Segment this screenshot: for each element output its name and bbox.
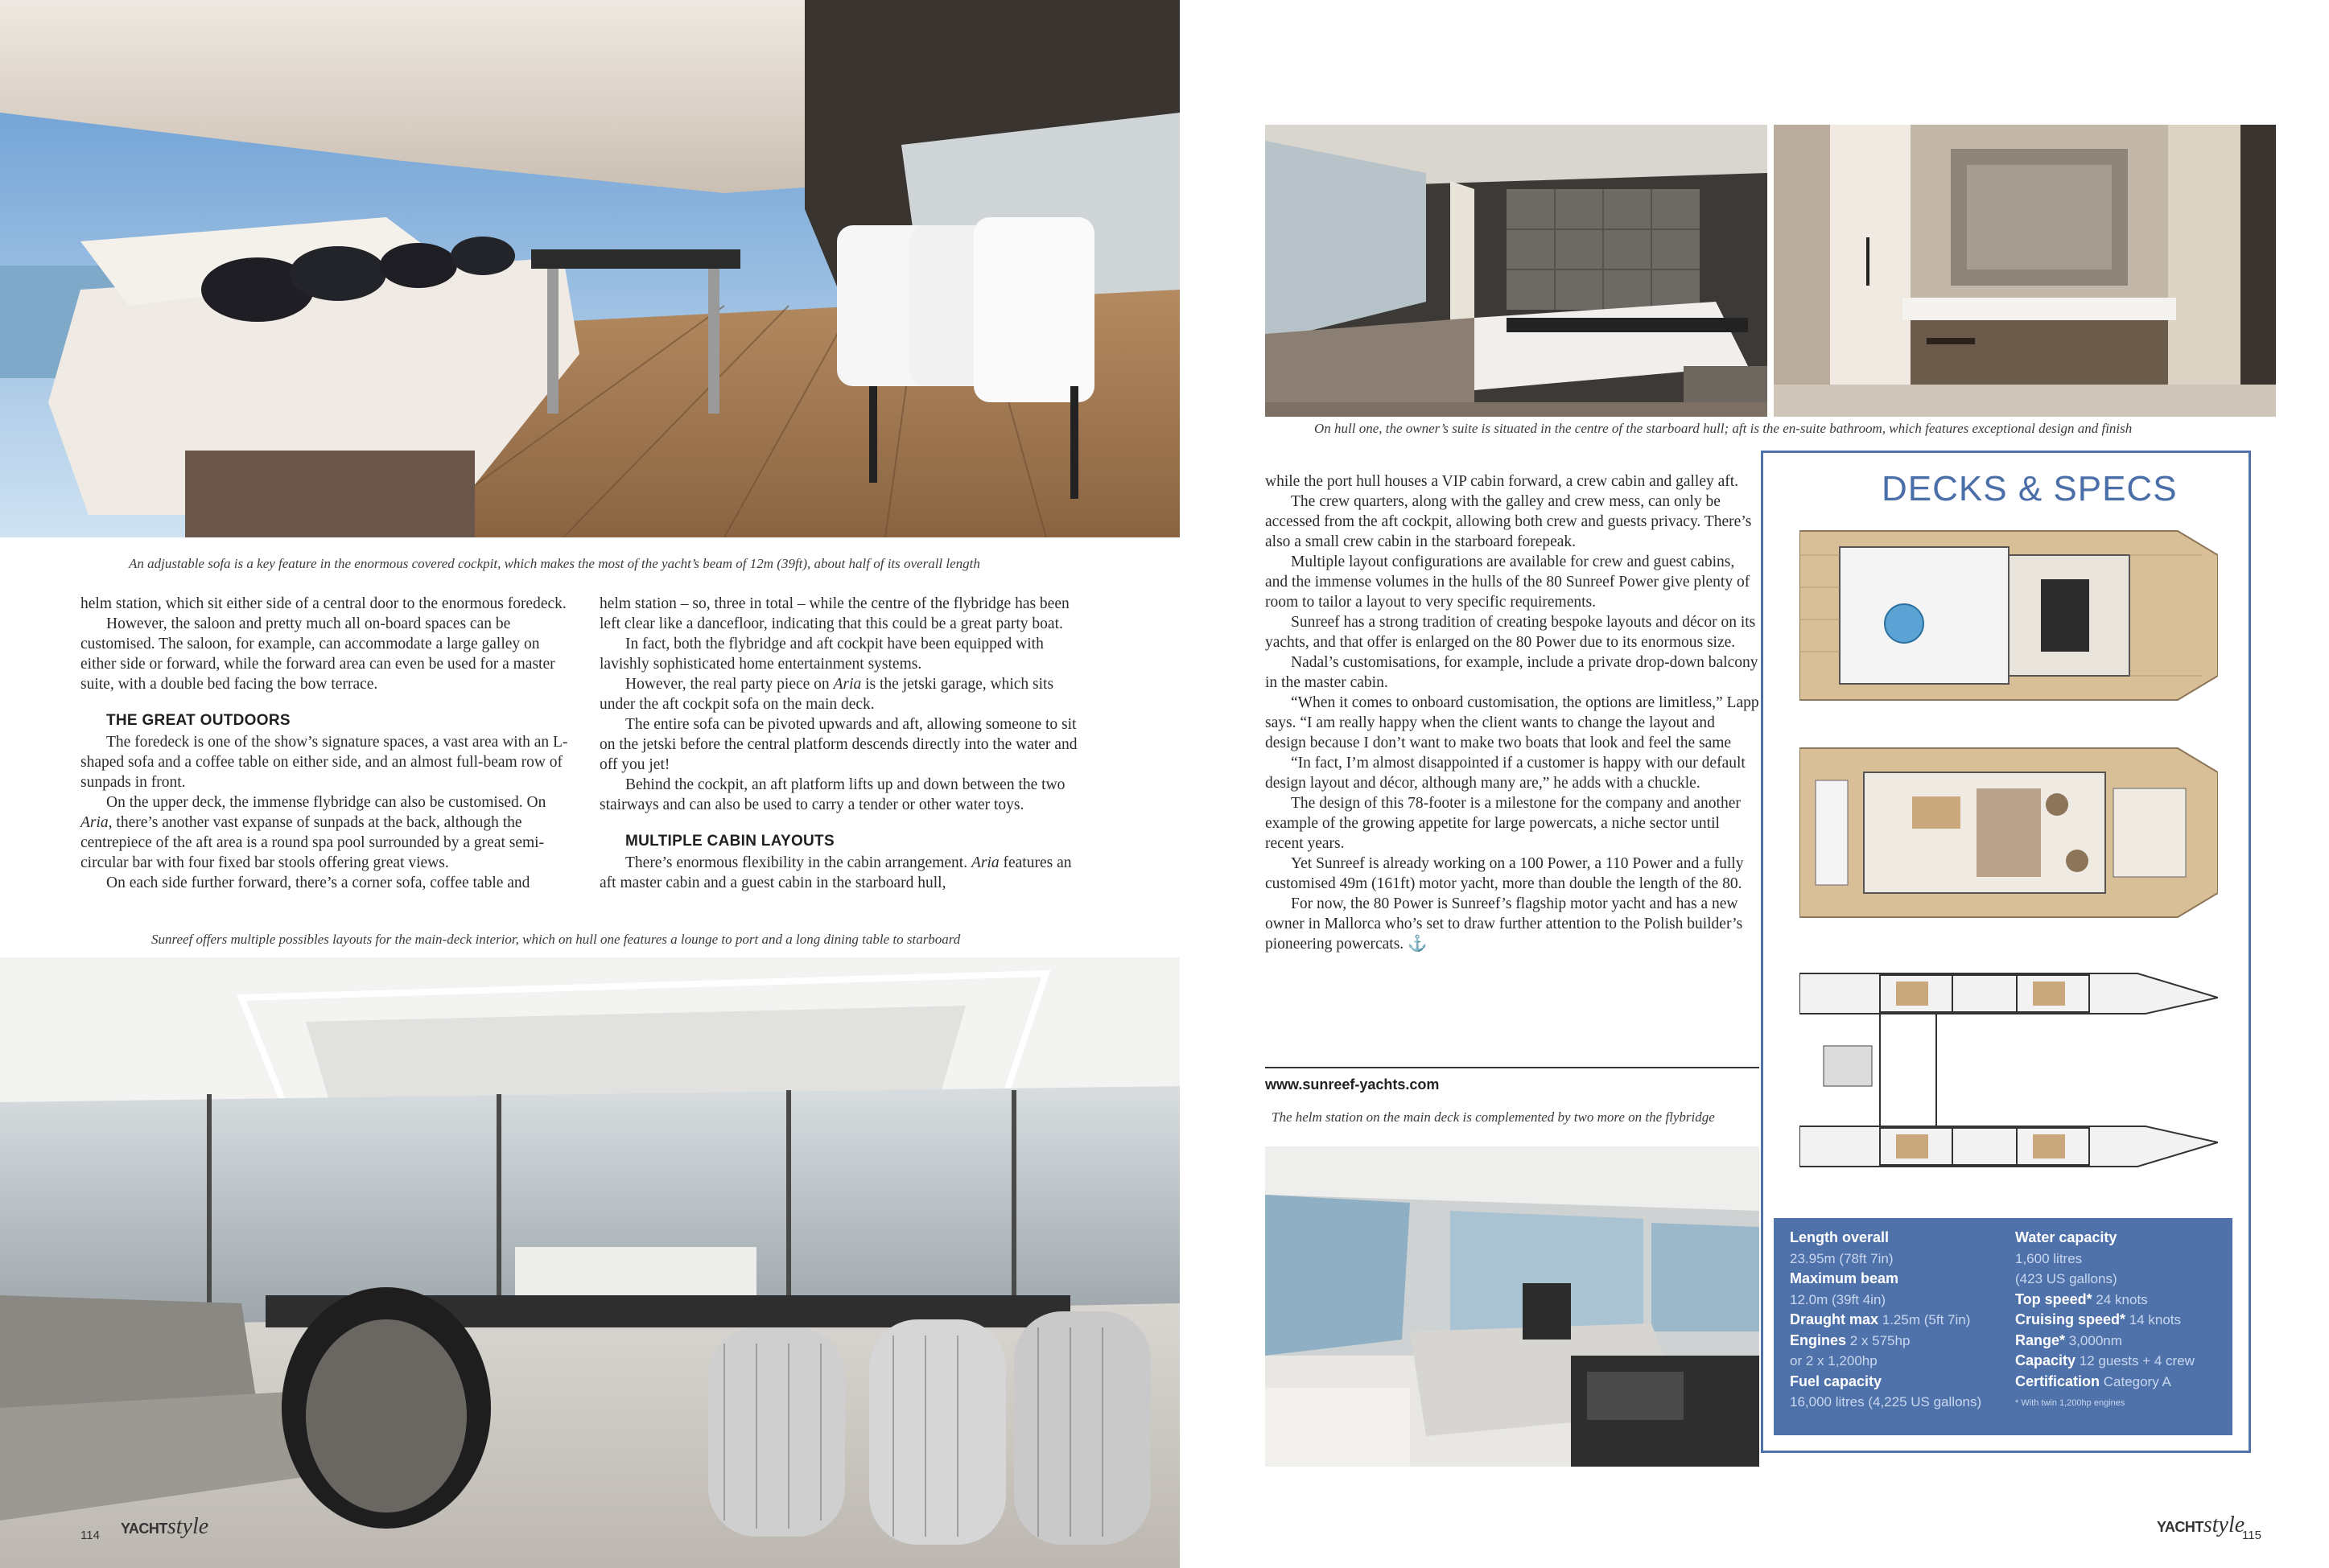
magazine-logo: YACHTstyle: [121, 1514, 209, 1539]
spec-row: [2015, 1310, 2181, 1331]
spec-row: [1790, 1351, 1878, 1372]
caption-cockpit: An adjustable sofa is a key feature in the enormous covered cockpit, which makes the most of the yacht’s beam of 12m (39ft), about half of its overall length: [129, 556, 980, 571]
section-heading: MULTIPLE CABIN LAYOUTS: [625, 833, 835, 850]
spec-label: Maximum beam: [1790, 1270, 1899, 1286]
spec-value: 3,000nm: [2065, 1332, 2122, 1348]
paragraph: Yet Sunreef is already working on a 100 Power, a 110 Power and a fully customised 49m (161ft) motor yacht, more than double the length of the 80.: [1265, 855, 1744, 892]
main-deck-plan: [1799, 740, 2218, 925]
lower-deck-plan: [1799, 965, 2218, 1175]
yacht-name: Aria: [80, 814, 109, 831]
url-rule: [1265, 1067, 1759, 1068]
page-number-right: 115: [2242, 1529, 2261, 1542]
paragraph: In fact, both the flybridge and aft cockpit have been equipped with lavishly sophisticated home entertainment systems.: [600, 636, 1044, 673]
article-column-2: [600, 594, 1088, 893]
owner-suite-photo: [1265, 125, 1767, 417]
saloon-photo: [0, 957, 1180, 1568]
flybridge-plan: [1799, 523, 2218, 708]
spec-label: Fuel capacity: [1790, 1373, 1882, 1389]
paragraph: “In fact, I’m almost disappointed if a customer is happy with our default design layout and décor, although many are,” he adds with a chuckle.: [1265, 755, 1746, 792]
spec-label: Range*: [2015, 1331, 2066, 1348]
helm-photo: [1265, 1146, 1759, 1467]
spec-value: 2 x 575hp: [1846, 1332, 1911, 1348]
paragraph: Sunreef has a strong tradition of creating bespoke layouts and décor on its yachts, and that offer is enlarged on the 80 Power due to its enormous size.: [1265, 614, 1756, 651]
article-column-3: [1265, 471, 1759, 954]
paragraph: However, the real party piece on Aria is the jetski garage, which sits under the aft cockpit sofa on the main deck.: [600, 676, 1054, 713]
spec-value: 14 knots: [2125, 1312, 2182, 1327]
paragraph: Multiple layout configurations are available for crew and guest cabins, and the immense volumes in the hulls of the 80 Sunreef Power give plenty of room to tailor a layout to very specific requirements.: [1265, 554, 1750, 611]
spec-value: or 2 x 1,200hp: [1790, 1353, 1878, 1368]
spec-label: Cruising speed*: [2015, 1311, 2126, 1327]
spec-row: [2015, 1228, 2117, 1249]
spec-label: Top speed*: [2015, 1290, 2092, 1307]
spec-value: 16,000 litres (4,225 US gallons): [1790, 1394, 1982, 1410]
yacht-name: Aria: [833, 676, 862, 693]
spec-row: [1790, 1269, 1898, 1290]
spec-label: Capacity: [2015, 1352, 2076, 1368]
paragraph: On each side further forward, there’s a corner sofa, coffee table and: [106, 875, 530, 891]
spec-value: 12.0m (39ft 4in): [1790, 1291, 1886, 1307]
spec-value: 12 guests + 4 crew: [2075, 1353, 2195, 1368]
spec-value: * With twin 1,200hp engines: [2015, 1398, 2125, 1408]
section-heading: THE GREAT OUTDOORS: [106, 712, 291, 729]
paragraph: Behind the cockpit, an aft platform lifts up and down between the two stairways and can also be used to carry a tender or other water toys.: [600, 776, 1066, 813]
spec-row: [1790, 1310, 1970, 1331]
website-link[interactable]: www.sunreef-yachts.com: [1265, 1076, 1440, 1093]
spec-value: Category A: [2100, 1373, 2171, 1389]
spec-label: Certification: [2015, 1373, 2100, 1389]
paragraph: The foredeck is one of the show’s signature spaces, a vast area with an L-shaped sofa and a coffee table on either side, and an almost full-beam row of sunpads in front.: [80, 734, 568, 791]
spec-label: Length overall: [1790, 1229, 1890, 1245]
spec-row: [2015, 1392, 2125, 1414]
article-column-1: [80, 594, 569, 893]
paragraph: For now, the 80 Power is Sunreef’s flagship motor yacht and has a new owner in Mallorca who’s set to draw further attention to the Polish builder’s pioneering powercats. ⚓: [1265, 895, 1743, 953]
paragraph: There’s enormous flexibility in the cabin arrangement. Aria features an aft master cabin and a guest cabin in the starboard hull,: [600, 854, 1072, 891]
paragraph: helm station – so, three in total – while the centre of the flybridge has been left clear like a dancefloor, indicating that this could be a great party boat.: [600, 595, 1070, 632]
paragraph: However, the saloon and pretty much all on-board spaces can be customised. The saloon, for example, can accommodate a large galley on either side or forward, while the forward area can even be used for a master suite, with a double bed facing the bow terrace.: [80, 615, 555, 693]
magazine-logo: YACHTstyle: [2157, 1512, 2245, 1537]
spec-row: [1790, 1331, 1910, 1352]
paragraph: “When it comes to onboard customisation, the options are limitless,” Lapp says. “I am really happy when the client wants to change the layout and design because I don’t want to make two boats that look and feel the same: [1265, 694, 1759, 751]
spec-label: Water capacity: [2015, 1229, 2117, 1245]
paragraph: The crew quarters, along with the galley and crew mess, can only be accessed from the aft cockpit, allowing both crew and guests privacy. There’s also a small crew cabin in the starboard forepeak.: [1265, 493, 1752, 550]
page-number-left: 114: [80, 1529, 100, 1542]
paragraph: The design of this 78-footer is a milestone for the company and another example of the growing appetite for large powercats, a niche sector until recent years.: [1265, 795, 1741, 852]
caption-helm: The helm station on the main deck is complemented by two more on the flybridge: [1272, 1109, 1715, 1125]
spec-value: 23.95m (78ft 7in): [1790, 1250, 1894, 1266]
spec-value: 1.25m (5ft 7in): [1878, 1312, 1971, 1327]
paragraph: while the port hull houses a VIP cabin forward, a crew cabin and galley aft.: [1265, 473, 1739, 490]
spec-row: [1790, 1290, 1886, 1311]
specs-title: DECKS & SPECS: [1882, 469, 2178, 508]
paragraph: Nadal’s customisations, for example, include a private drop-down balcony in the master cabin.: [1265, 654, 1758, 691]
paragraph: The entire sofa can be pivoted upwards and aft, allowing someone to sit on the jetski before the central platform descends directly into the water and off you jet!: [600, 716, 1078, 773]
spec-value: 24 knots: [2092, 1291, 2148, 1307]
spec-value: (423 US gallons): [2015, 1271, 2117, 1286]
spec-label: Draught max: [1790, 1311, 1879, 1327]
spec-row: [1790, 1392, 1981, 1413]
bathroom-photo: [1774, 125, 2276, 417]
spec-row: [2015, 1372, 2171, 1393]
yacht-name: Aria: [971, 854, 1000, 871]
end-mark-icon: ⚓: [1408, 936, 1428, 953]
spec-value: 1,600 litres: [2015, 1250, 2083, 1266]
spec-row: [2015, 1331, 2122, 1352]
spec-label: Engines: [1790, 1331, 1847, 1348]
spec-row: [1790, 1228, 1889, 1249]
spec-row: [1790, 1372, 1882, 1393]
caption-owner-suite: On hull one, the owner’s suite is situated in the centre of the starboard hull; aft is the en-suite bathroom, which features exceptional design and finish: [1314, 421, 2133, 436]
paragraph: helm station, which sit either side of a central door to the enormous foredeck.: [80, 595, 567, 612]
paragraph: On the upper deck, the immense flybridge can also be customised. On Aria, there’s another vast expanse of sunpads at the back, although the centrepiece of the aft area is a round spa pool surrounded by a great semi-circular bar with four fixed bar stools offering great views.: [80, 794, 546, 871]
spec-row: [2015, 1249, 2082, 1270]
spec-row: [2015, 1351, 2195, 1372]
specs-panel: [1774, 1218, 2232, 1435]
cockpit-photo: [0, 0, 1180, 537]
spec-row: [1790, 1249, 1894, 1270]
spec-row: [2015, 1290, 2148, 1311]
caption-saloon: Sunreef offers multiple possibles layouts for the main-deck interior, which on hull one features a lounge to port and a long dining table to starboard: [151, 932, 961, 947]
spec-row: [2015, 1269, 2117, 1290]
